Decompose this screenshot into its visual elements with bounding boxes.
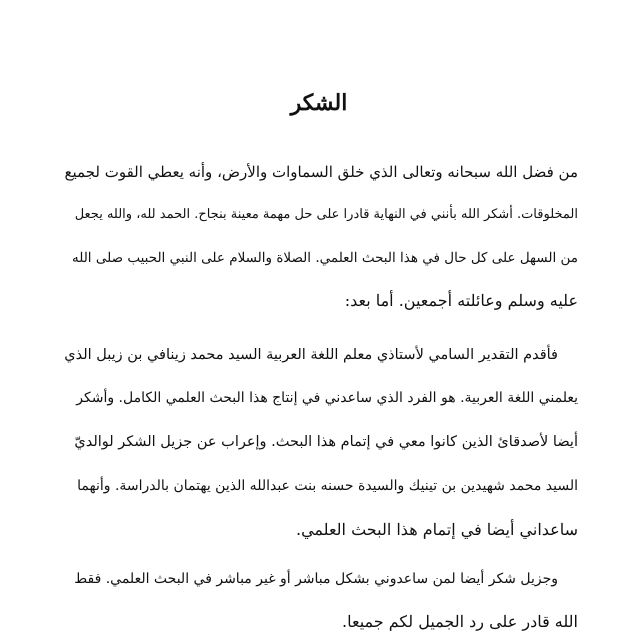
paragraph-line: المخلوقات. أشكر الله بأنني في النهاية قادرا على حل مهمة معينة بنجاح. الحمد لله، والله يجعل <box>74 207 578 222</box>
paragraph-line: عليه وسلم وعائلته أجمعين. أما بعد: <box>344 291 578 310</box>
paragraph-line: فأقدم التقدير السامي لأستاذي معلم اللغة العربية السيد محمد زينافي بن زيبل الذي <box>64 347 558 363</box>
paragraph-line: السيد محمد شهيدين بن تينيك والسيدة حسنه بنت عبدالله الذين يهتمان بالدراسة. وأنهما <box>77 478 578 494</box>
paragraph-line: الله قادر على رد الجميل لكم جميعا. <box>342 612 578 631</box>
paragraph-line: من فضل الله سبحانه وتعالى الذي خلق السماوات والأرض، وأنه يعطي القوت لجميع <box>64 163 578 181</box>
paragraph-line: ساعداني أيضا في إتمام هذا البحث العلمي. <box>295 520 578 539</box>
page-title: الشكر <box>290 90 348 116</box>
paragraph-line: أيضا لأصدقائ الذين كانوا معي في إتمام هذا البحث. وإعراب عن جزيل الشكر لوالديّ <box>74 434 578 450</box>
paragraph-line: وجزيل شكر أيضا لمن ساعدوني بشكل مباشر أو غير مباشر في البحث العلمي. فقط <box>74 571 558 587</box>
paragraph-line: يعلمني اللغة العربية. هو الفرد الذي ساعدني في إنتاج هذا البحث العلمي الكامل. وأشكر <box>76 390 578 406</box>
paragraph-line: من السهل على كل حال في هذا البحث العلمي. الصلاة والسلام على النبي الحبيب صلى الله <box>71 250 578 266</box>
